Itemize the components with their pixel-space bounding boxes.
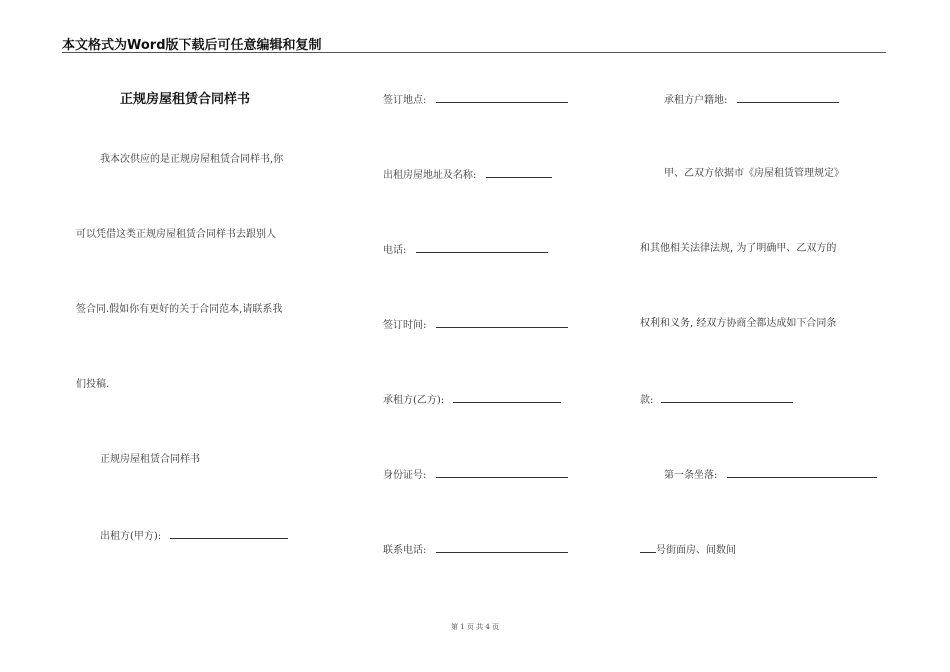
document-title: 正规房屋租赁合同样书 [120, 92, 251, 107]
contact-phone-blank[interactable] [436, 542, 568, 553]
lessee-blank[interactable] [453, 392, 561, 403]
clause-terms-field [640, 392, 793, 408]
sign-place-blank[interactable] [436, 92, 568, 103]
intro-line-3: 签合同.假如你有更好的关于合同范本,请联系我 [76, 304, 283, 315]
intro-line-4: 们投稿. [76, 379, 110, 390]
article-one-blank[interactable] [727, 467, 877, 478]
document-header [62, 34, 886, 53]
street-text: 号街面房、间数间 [656, 545, 736, 556]
lessee-household-field [664, 92, 839, 108]
article-one-label: 第一条坐落: [664, 470, 718, 481]
sign-time-blank[interactable] [436, 317, 568, 328]
header-text: 本文格式为Word版下载后可任意编辑和复制 [62, 38, 322, 53]
lessee-label: 承租方(乙方): [383, 395, 445, 406]
id-number-blank[interactable] [436, 467, 568, 478]
intro-line-1: 我本次供应的是正规房屋租赁合同样书,你 [100, 154, 284, 165]
lessee-field [383, 392, 561, 408]
clause-terms-label: 款: [640, 395, 654, 406]
phone-field [383, 242, 548, 258]
clause-line-2: 和其他相关法律法规, 为了明确甲、乙双方的 [640, 243, 837, 254]
contact-phone-field [383, 542, 568, 558]
house-address-blank[interactable] [486, 167, 552, 178]
phone-label: 电话: [383, 245, 407, 256]
sign-time-label: 签订时间: [383, 320, 427, 331]
lessor-field [100, 528, 288, 544]
sign-time-field [383, 317, 568, 333]
article-one-field [664, 467, 877, 483]
id-number-label: 身份证号: [383, 470, 427, 481]
contract-subtitle: 正规房屋租赁合同样书 [100, 454, 200, 465]
id-number-field [383, 467, 568, 483]
lessor-blank[interactable] [170, 528, 288, 539]
lessor-label: 出租方(甲方): [100, 531, 162, 542]
phone-blank[interactable] [416, 242, 548, 253]
lessee-household-label: 承租方户籍地: [664, 95, 728, 106]
page-footer: 第 1 页 共 4 页 [450, 623, 500, 631]
lessee-household-blank[interactable] [737, 92, 839, 103]
clause-line-3: 权利和义务, 经双方协商全都达成如下合同条 [640, 318, 837, 329]
clause-terms-blank[interactable] [661, 392, 793, 403]
house-address-field [383, 167, 552, 183]
street-number-blank[interactable] [640, 542, 656, 553]
sign-place-field [383, 92, 568, 108]
sign-place-label: 签订地点: [383, 95, 427, 106]
intro-line-2: 可以凭借这类正规房屋租赁合同样书去跟别人 [76, 229, 276, 240]
street-field [640, 542, 736, 558]
house-address-label: 出租房屋地址及名称: [383, 170, 477, 181]
contact-phone-label: 联系电话: [383, 545, 427, 556]
clause-line-1: 甲、乙双方依据市《房屋租赁管理规定》 [664, 168, 844, 179]
